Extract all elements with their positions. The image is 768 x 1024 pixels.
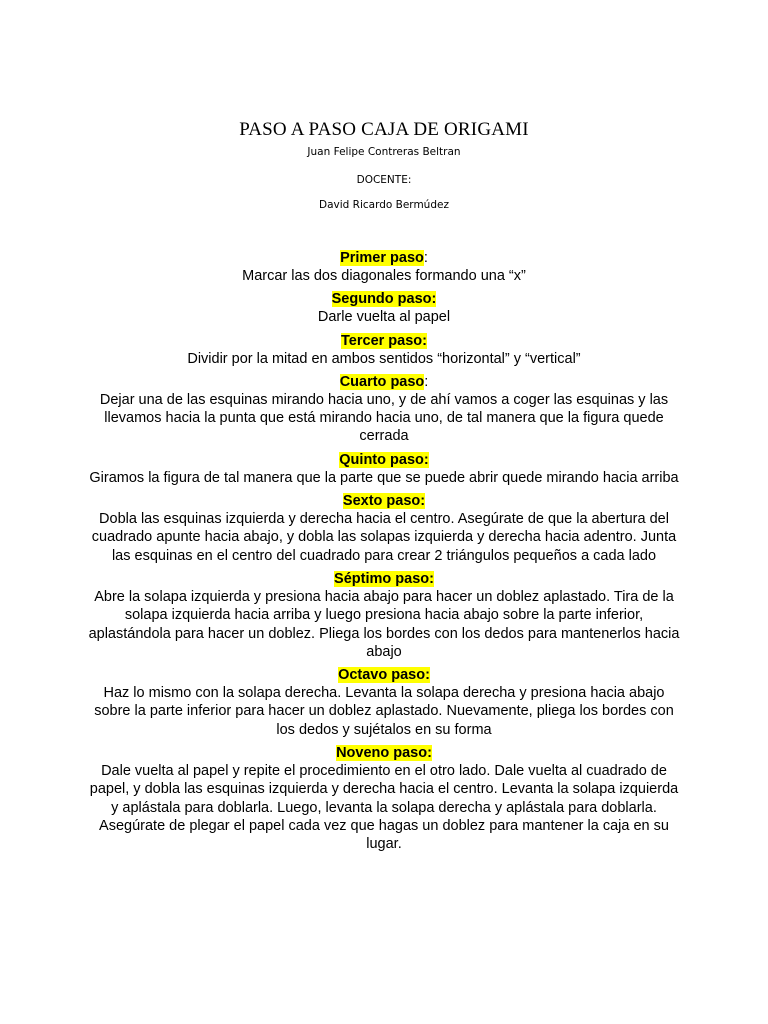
step-title — [0, 744, 768, 762]
step-title-highlight: Cuarto paso — [339, 373, 425, 390]
step-title — [0, 451, 768, 469]
step-title — [0, 666, 768, 684]
step-title-highlight: Segundo paso: — [331, 291, 437, 308]
step-title-highlight: Octavo paso: — [338, 667, 430, 684]
step-1 — [0, 249, 768, 285]
step-2 — [0, 290, 768, 326]
docente-label: DOCENTE: — [356, 174, 412, 186]
step-title — [0, 492, 768, 510]
step-title — [0, 332, 768, 350]
step-title-highlight: Sexto paso: — [342, 493, 426, 510]
document-title: PASO A PASO CAJA DE ORIGAMI — [239, 119, 529, 140]
author-name: Juan Felipe Contreras Beltran — [307, 146, 461, 158]
step-text: Dobla las esquinas izquierda y derecha hacia el centro. Asegúrate de que la abertura del cuadrado apunte hacia abajo, y dobla las solapas izquierda y derecha hacia adentro. Junta las esquinas en el centro del cuadrado para crear 2 triángulos pequeños a cada lado — [91, 511, 677, 564]
step-text: Dale vuelta al papel y repite el procedimiento en el otro lado. Dale vuelta al cuadrado de papel, y dobla las esquinas izquierda y derecha hacia el centro. Levanta la solapa izquierda y aplástala para doblarla. Luego, levanta la solapa derecha y aplástala para doblarla. Asegúrate de plegar el papel cada vez que hagas un doblez para mantener la caja en su lugar. — [89, 763, 679, 853]
step-title — [0, 570, 768, 588]
step-title-tail: : — [423, 250, 428, 266]
step-title — [0, 373, 768, 391]
step-6 — [0, 492, 768, 565]
step-text: Abre la solapa izquierda y presiona hacia abajo para hacer un doblez aplastado. Tira de la solapa izquierda hacia arriba y luego presiona hacia abajo sobre la parte inferior, aplastándola para hacer un doblez. Pliega los bordes con los dedos para mantenerlos hacia abajo — [88, 588, 680, 660]
step-title-highlight: Tercer paso: — [341, 332, 427, 349]
step-title-tail: : — [424, 373, 429, 390]
step-title-highlight: Quinto paso: — [339, 451, 429, 468]
step-text: Dividir por la mitad en ambos sentidos “horizontal” y “vertical” — [187, 350, 581, 367]
step-4 — [0, 373, 768, 446]
step-title-highlight: Primer paso — [340, 250, 424, 266]
step-text: Haz lo mismo con la solapa derecha. Levanta la solapa derecha y presiona hacia abajo sobre la parte inferior para hacer un doblez aplastado. Nuevamente, pliega los bordes con los dedos y sujétalos en su forma — [94, 685, 674, 738]
step-7 — [0, 570, 768, 661]
step-title-highlight: Séptimo paso: — [334, 570, 434, 587]
steps-list — [0, 249, 768, 854]
step-title-highlight: Noveno paso: — [336, 745, 432, 762]
step-title — [0, 290, 768, 308]
docente-name: David Ricardo Bermúdez — [319, 199, 449, 211]
step-8 — [0, 666, 768, 739]
step-title — [0, 249, 768, 267]
step-3 — [0, 332, 768, 368]
step-5 — [0, 451, 768, 487]
step-text: Marcar las dos diagonales formando una “x” — [242, 268, 526, 284]
step-text: Dejar una de las esquinas mirando hacia uno, y de ahí vamos a coger las esquinas y las llevamos hacia la punta que está mirando hacia uno, de tal manera que la figura quede cerrada — [99, 391, 669, 445]
step-text: Darle vuelta al papel — [317, 309, 451, 326]
step-text: Giramos la figura de tal manera que la parte que se puede abrir quede mirando hacia arriba — [89, 469, 679, 486]
step-9 — [0, 744, 768, 853]
